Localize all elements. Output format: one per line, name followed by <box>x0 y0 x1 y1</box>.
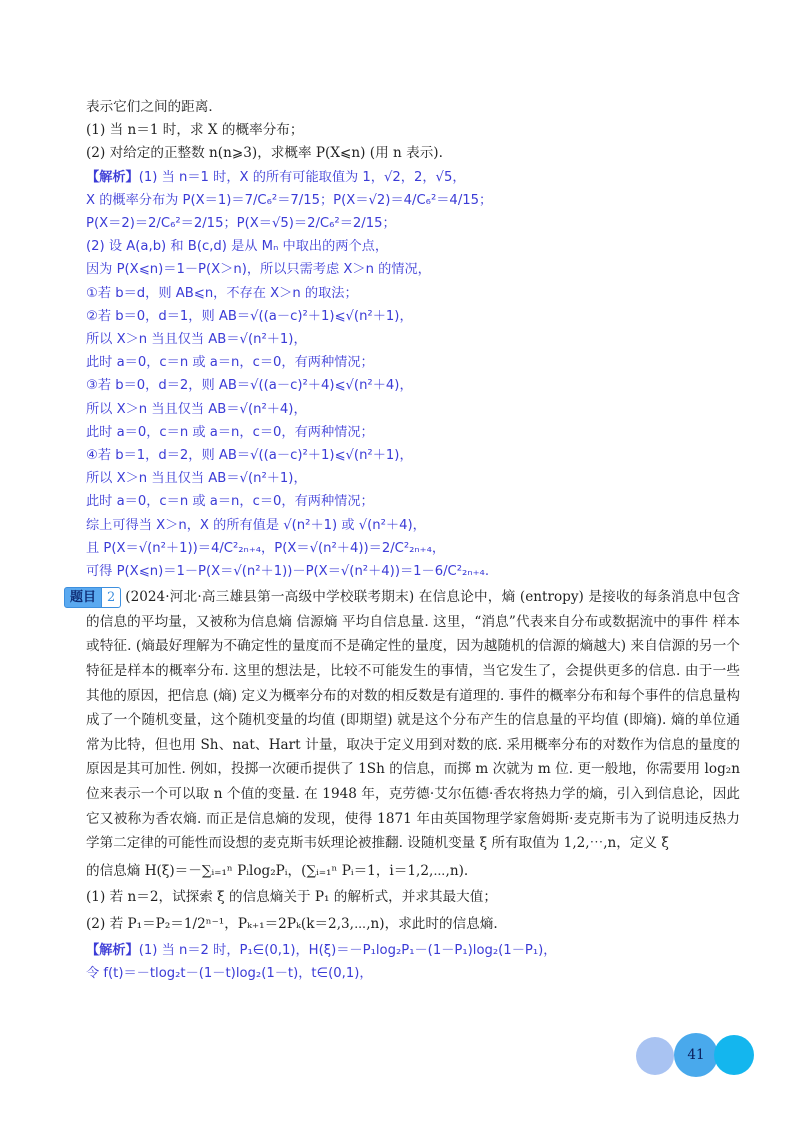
page-number: 41 <box>687 1047 705 1063</box>
question-text-line: 表示它们之间的距离． <box>86 99 222 115</box>
solution-line: ②若 b＝0，d＝1，则 AB＝√((a－c)²＋1)⩽√(n²＋1)， <box>86 308 413 324</box>
solution-text: (1) 当 n＝1 时，X 的所有可能取值为 1，√2，2，√5， <box>138 169 466 185</box>
problem-2-part-2: (2) 若 P₁＝P₂＝1/2ⁿ⁻¹，Pₖ₊₁＝2Pₖ(k＝2,3,⋯,n)，求此时的信息熵. <box>86 916 498 932</box>
solution-line: 此时 a＝0，c＝n 或 a＝n，c＝0，有两种情况； <box>86 355 374 371</box>
solution-line <box>86 166 746 189</box>
solution-line <box>86 939 746 962</box>
question-part-1: (1) 当 n＝1 时，求 X 的概率分布； <box>86 122 304 139</box>
solution-tag: 【解析】 <box>86 943 139 958</box>
solution-line: (2) 设 A(a,b) 和 B(c,d) 是从 Mₙ 中取出的两个点， <box>86 239 389 255</box>
solution-line: 此时 a＝0，c＝n 或 a＝n，c＝0，有两种情况； <box>86 494 374 510</box>
problem-2-part-1: (1) 若 n＝2，试探索 ξ 的信息熵关于 P₁ 的解析式，并求其最大值； <box>86 888 497 905</box>
page-content <box>70 96 746 985</box>
solution-tag: 【解析】 <box>86 169 139 185</box>
solution-line: ④若 b＝1，d＝2，则 AB＝√((a－c)²＋1)⩽√(n²＋1)， <box>86 448 413 464</box>
badge-circle-left <box>636 1037 674 1075</box>
solution-line: 所以 X＞n 当且仅当 AB＝√(n²＋1)， <box>86 471 307 487</box>
problem-2-body <box>70 585 740 856</box>
page-number-badge <box>636 1033 754 1077</box>
solution-line: 令 f(t)＝－tlog₂t－(1－t)log₂(1－t)，t∈(0,1)， <box>86 966 373 982</box>
solution-line: 因为 P(X⩽n)＝1－P(X＞n)，所以只需考虑 X＞n 的情况， <box>86 262 431 278</box>
problem-label <box>64 587 121 608</box>
solution-line: 所以 X＞n 当且仅当 AB＝√(n²＋1)， <box>86 332 307 348</box>
solution-line: P(X＝2)＝2/C₆²＝2/15；P(X＝√5)＝2/C₆²＝2/15； <box>86 216 396 232</box>
solution-line: 可得 P(X⩽n)＝1－P(X＝√(n²＋1))－P(X＝√(n²＋4))＝1－6/C²₂ₙ₊₄. <box>86 564 490 580</box>
solution-line: ③若 b＝0，d＝2，则 AB＝√((a－c)²＋4)⩽√(n²＋4)， <box>86 378 413 394</box>
solution-line: 且 P(X＝√(n²＋1))＝4/C²₂ₙ₊₄，P(X＝√(n²＋4))＝2/C²₂ₙ₊₄， <box>86 540 446 556</box>
solution-text: (1) 当 n＝2 时，P₁∈(0,1)，H(ξ)＝－P₁log₂P₁－(1－P₁)log₂(1－P₁)， <box>138 943 557 958</box>
problem-text: (2024·河北·高三雄县第一高级中学校联考期末) 在信息论中，熵 (entropy) 是接收的每条消息中包含的信息的平均量，又被称为信息熵 信源熵 平均自信息量. 这里，“消息”代表来自分布或数据流中的事件 样本或特征. (熵最好理解为不确定性的量度而不是确定性的量度，因为越随机的信源的熵越大) 来自信源的另一个特征是样本的概率分布. 这里的想法是，比较不可能发生的事情，当它发生了，会提供更多的信息. 由于一些其他的原因，把信息 (熵) 定义为概率分布的对数的相反数是有道理的. 事件的概率分布和每个事件的信息量构成了一个随机变量，这个随机变量的均值 (即期望) 就是这个分布产生的信息量的平均值 (即熵). 熵的单位通常为比特，但也用 Sh、nat、Hart 计量，取决于定义用到对数的底. 采用概率分布的对数作为信息的量度的原因是其可加性. 例如，投掷一次硬币提供了 1Sh 的信息，而掷 m 次就为 m 位. 更一般地，你需要用 log₂n 位来表示一个可以取 n 个值的变量. 在 1948 年，克劳德·艾尔伍德·香农将热力学的熵，引入到信息论，因此它又被称为香农熵. 而正是信息熵的发现，使得 1871 年由英国物理学家詹姆斯·麦克斯韦为了说明违反热力学第二定律的可能性而设想的麦克斯韦妖理论被推翻. 设随机变量 ξ 所有取值为 1,2,⋯,n，定义 ξ <box>86 589 740 852</box>
solution-line: 综上可得当 X＞n，X 的所有值是 √(n²＋1) 或 √(n²＋4)， <box>86 517 426 533</box>
question-part-2: (2) 对给定的正整数 n(n⩾3)，求概率 P(X⩽n) (用 n 表示). <box>86 145 443 162</box>
solution-line: 所以 X＞n 当且仅当 AB＝√(n²＋4)， <box>86 401 307 417</box>
problem-number: 2 <box>102 587 121 608</box>
problem-tag: 题目 <box>64 587 102 608</box>
solution-line: 此时 a＝0，c＝n 或 a＝n，c＝0，有两种情况； <box>86 424 374 440</box>
badge-circle-right <box>714 1035 754 1075</box>
solution-line: X 的概率分布为 P(X＝1)＝7/C₆²＝7/15；P(X＝√2)＝4/C₆²＝4/15； <box>86 192 493 208</box>
entropy-formula: 的信息熵 H(ξ)＝－∑ᵢ₌₁ⁿ Pᵢlog₂Pᵢ，(∑ᵢ₌₁ⁿ Pᵢ＝1，i＝1,2,⋯,n). <box>86 862 469 879</box>
solution-line: ①若 b＝d，则 AB⩽n，不存在 X＞n 的取法； <box>86 285 358 301</box>
